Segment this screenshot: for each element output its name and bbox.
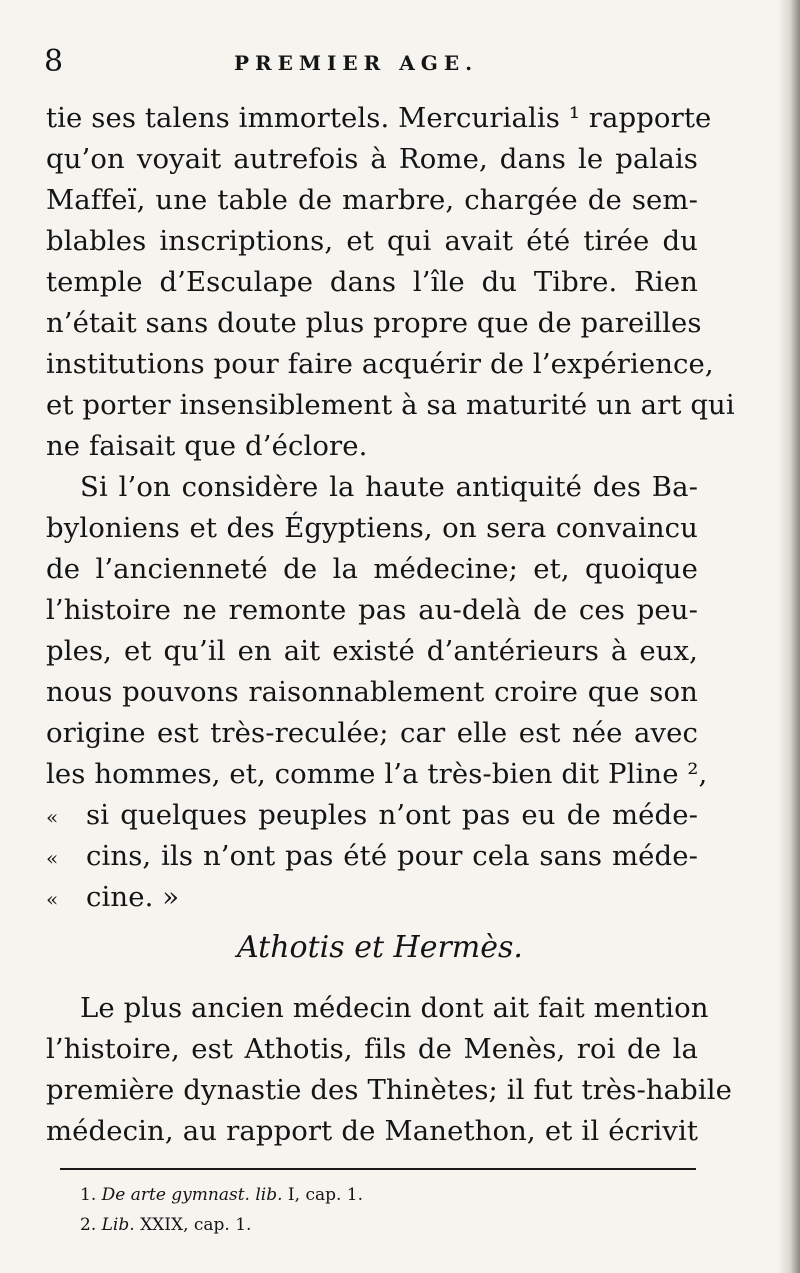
text-line: origine est très-reculée; car elle est née avec xyxy=(46,717,698,749)
text-line: tie ses talens immortels. Mercurialis ¹ rapporte xyxy=(46,102,712,134)
text-line: Maffeï, une table de marbre, chargée de sem- xyxy=(46,184,698,216)
text-line: Si l’on considère la haute antiquité des Ba- xyxy=(80,471,698,503)
quote-mark: « xyxy=(46,805,59,829)
body-text-top xyxy=(46,98,735,918)
footnote-2 xyxy=(80,1210,640,1240)
paragraph-3 xyxy=(46,988,733,1152)
text-line: première dynastie des Thinètes; il fut très-habile xyxy=(46,1074,733,1106)
page-number: 8 xyxy=(44,44,64,79)
text-line: blables inscriptions, et qui avait été tirée du xyxy=(46,225,698,257)
footnote-number: 2. xyxy=(80,1215,97,1235)
text-line: et porter insensiblement à sa maturité un art qui xyxy=(46,389,735,421)
text-line: byloniens et des Égyptiens, on sera convaincu xyxy=(46,512,698,544)
text-line: l’histoire, est Athotis, fils de Menès, roi de la xyxy=(46,1033,698,1065)
quote-text: cins, ils n’ont pas été pour cela sans méde- xyxy=(86,840,698,872)
footnotes xyxy=(80,1180,640,1240)
text-line: Le plus ancien médecin dont ait fait mention xyxy=(80,992,709,1024)
text-line: qu’on voyait autrefois à Rome, dans le palais xyxy=(46,143,698,175)
footnote-ref: I, cap. 1. xyxy=(287,1185,364,1205)
quote-text: cine. » xyxy=(86,881,180,913)
quote-line xyxy=(46,836,698,877)
page-gutter-shadow xyxy=(778,0,800,1273)
text-line: institutions pour faire acquérir de l’expérience, xyxy=(46,348,714,380)
quote-line xyxy=(46,877,698,918)
footnote-number: 1. xyxy=(80,1185,97,1205)
text-line: nous pouvons raisonnablement croire que son xyxy=(46,676,698,708)
paragraph-1 xyxy=(46,98,735,467)
footnote-ref: XXIX, cap. 1. xyxy=(140,1215,252,1235)
text-line: les hommes, et, comme l’a très-bien dit Pline ², xyxy=(46,758,708,790)
text-line: de l’ancienneté de la médecine; et, quoique xyxy=(46,553,698,585)
running-title: PREMIER AGE. xyxy=(234,51,479,75)
paragraph-2 xyxy=(46,467,708,918)
footnote-1 xyxy=(80,1180,640,1210)
quote-mark: « xyxy=(46,887,59,911)
running-head xyxy=(44,42,704,82)
text-line: l’histoire ne remonte pas au-delà de ces peu- xyxy=(46,594,698,626)
text-line: ne faisait que d’éclore. xyxy=(46,430,368,462)
text-line: temple d’Esculape dans l’île du Tibre. Rien xyxy=(46,266,698,298)
text-line: n’était sans doute plus propre que de pareilles xyxy=(46,307,702,339)
quote-mark: « xyxy=(46,846,59,870)
text-line: médecin, au rapport de Manethon, et il écrivit xyxy=(46,1115,698,1147)
footnote-work: Lib. xyxy=(101,1215,135,1235)
quote-text: si quelques peuples n’ont pas eu de méde- xyxy=(86,799,698,831)
section-heading: Athotis et Hermès. xyxy=(237,930,523,965)
body-text-bottom xyxy=(46,988,733,1152)
quote-line xyxy=(46,795,698,836)
footnote-rule xyxy=(60,1168,696,1170)
footnote-work: De arte gymnast. lib. xyxy=(101,1185,283,1205)
text-line: ples, et qu’il en ait existé d’antérieurs à eux, xyxy=(46,635,698,667)
